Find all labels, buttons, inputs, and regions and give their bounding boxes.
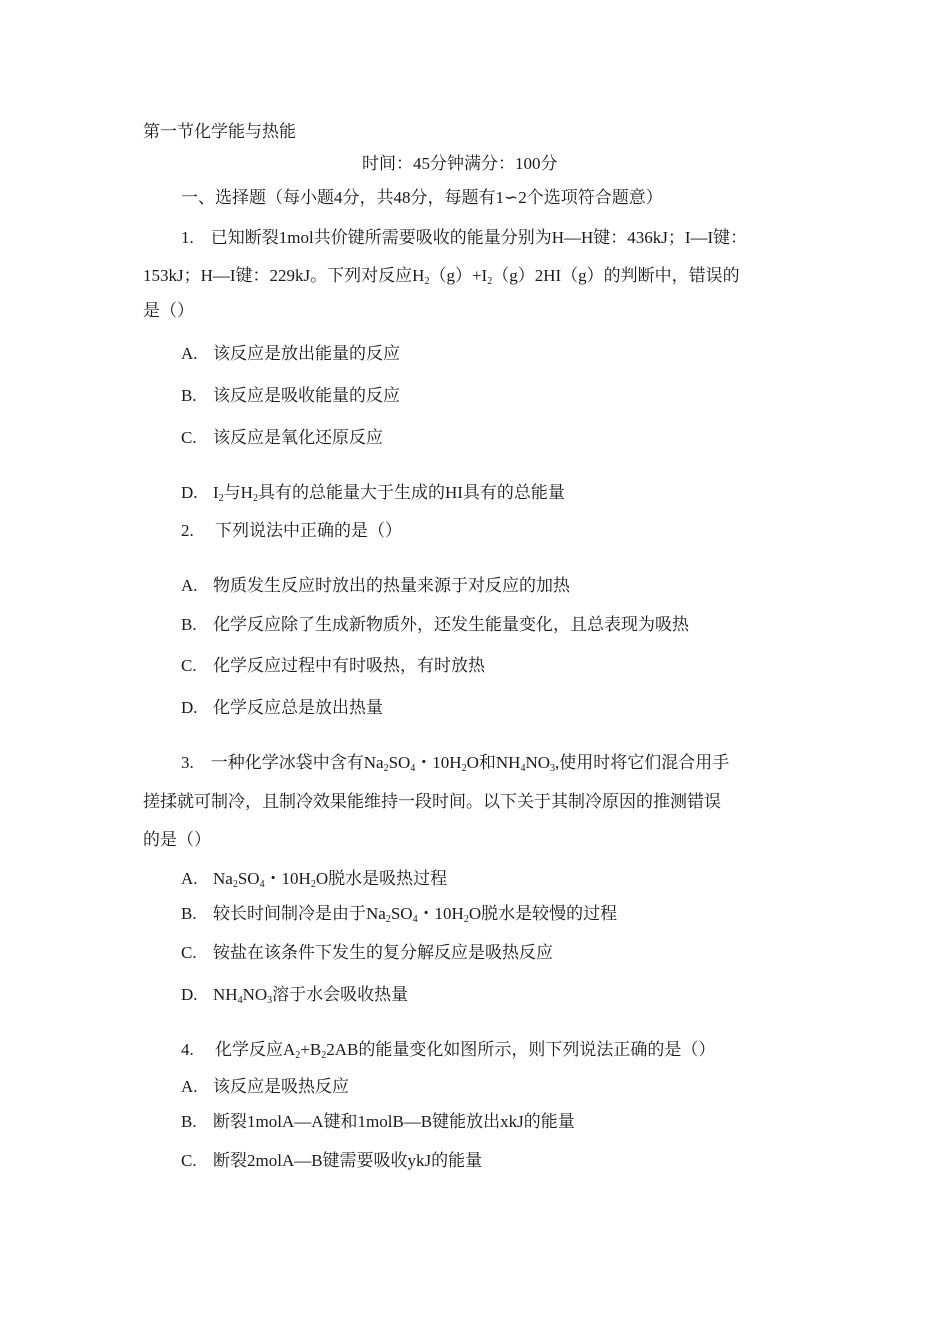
q1-stem-line3: 是（） [143, 301, 194, 320]
q4-option-a[interactable]: A. 该反应是吸热反应 [181, 1077, 349, 1096]
q1-option-c[interactable]: C. 该反应是氧化还原反应 [181, 428, 383, 447]
q3-option-a[interactable]: A. $Na_2SO_4$・$10H_2O$脱水是吸热过程 [181, 869, 448, 890]
section-heading: 一、选择题（每小题4分，共48分，每题有1∽2个选项符合题意） [181, 188, 663, 207]
q1-option-d[interactable]: D. $I_2$与$H_2$具有的总能量大于生成的HI具有的总能量 [181, 483, 565, 504]
q3-option-b[interactable]: B. 较长时间制冷是由于$Na_2SO_4$・$10H_2O$脱水是较慢的过程 [181, 904, 618, 925]
exam-meta: 时间：45分钟满分：100分 [362, 154, 558, 173]
q1-stem-line2: 153kJ；H—I键：229kJ。下列对反应$H_2(g)+I_2(g)2HI(g)$的判断中，错误的 [143, 266, 740, 287]
q1-option-a[interactable]: A. 该反应是放出能量的反应 [181, 344, 400, 363]
q2-option-a[interactable]: A. 物质发生反应时放出的热量来源于对反应的加热 [181, 576, 570, 595]
q4-option-c[interactable]: C. 断裂2molA—B键需要吸收ykJ的能量 [181, 1151, 483, 1170]
q2-stem: 2. 下列说法中正确的是（） [181, 521, 402, 540]
q2-option-c[interactable]: C. 化学反应过程中有时吸热，有时放热 [181, 656, 485, 675]
q3-stem-line3: 的是（） [143, 830, 211, 849]
q3-option-d[interactable]: D. $NH_4NO_3$溶于水会吸收热量 [181, 985, 409, 1006]
q2-option-d[interactable]: D. 化学反应总是放出热量 [181, 698, 383, 717]
q3-option-c[interactable]: C. 铵盐在该条件下发生的复分解反应是吸热反应 [181, 943, 553, 962]
q4-option-b[interactable]: B. 断裂1molA—A键和1molB—B键能放出xkJ的能量 [181, 1112, 575, 1131]
q4-stem: 4. 化学反应$A_2+B_22AB$的能量变化如图所示，则下列说法正确的是（） [181, 1040, 716, 1061]
document-title: 第一节化学能与热能 [143, 122, 296, 141]
q1-option-b[interactable]: B. 该反应是吸收能量的反应 [181, 386, 400, 405]
q2-option-b[interactable]: B. 化学反应除了生成新物质外，还发生能量变化，且总表现为吸热 [181, 615, 689, 634]
q3-stem-line2: 搓揉就可制冷，且制冷效果能维持一段时间。以下关于其制冷原因的推测错误 [143, 792, 721, 811]
q1-stem-line1: 1. 已知断裂1mol共价键所需要吸收的能量分别为H—H键：436kJ；I—I键： [181, 228, 748, 247]
q3-stem-line1: 3. 一种化学冰袋中含有$Na_2SO_4$・$10H_2O$和$NH_4NO_3$,使用时将它们混合用手 [181, 753, 730, 774]
